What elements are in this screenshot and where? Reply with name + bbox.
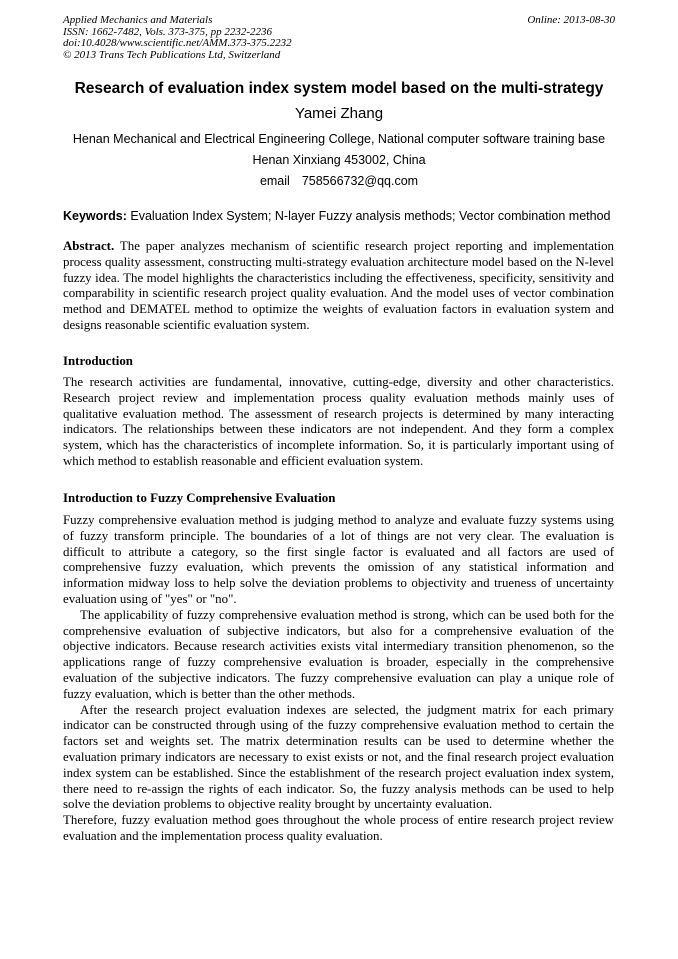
journal-name: Applied Mechanics and Materials [63, 14, 213, 26]
affiliation-line-1: Henan Mechanical and Electrical Engineering College, National computer software training base [72, 132, 606, 146]
paragraph: Therefore, fuzzy evaluation method goes throughout the whole process of entire research project review evaluation and the implementation process quality evaluation. [63, 813, 614, 843]
email-line [40, 173, 638, 189]
abstract [63, 239, 614, 334]
paragraph: The applicability of fuzzy comprehensive evaluation method is strong, which can be used both for the comprehensive evaluation of subjective indicators, but also for a comprehensive evaluation of the objective indicators. Because research activities exists vital intermediary transition phenomenon, so the applications range of fuzzy comprehensive evaluation is broader, especially in the comprehensive evaluation of the subjective indicators. The fuzzy comprehensive evaluation can play a unique role of fuzzy evaluation, which is better than the other methods. [63, 607, 614, 701]
keywords-label: Keywords: [63, 209, 127, 223]
introduction-paragraph: The research activities are fundamental, innovative, cutting-edge, diversity and other characteristics. Research project review and implementation process quality evaluation methods mainly uses of qualitative evaluation method. The assessment of research projects is determined by many interacting indicators. The relationships between these indicators are not independent. And they form a complex system, which has the characteristics of incomplete information. So, it is particularly important using of which method to establish reasonable and efficient evaluation system. [63, 375, 614, 468]
copyright-line: © 2013 Trans Tech Publications Ltd, Switzerland [63, 48, 281, 61]
email-address: 758566732@qq.com [301, 174, 419, 188]
introduction-heading: Introduction [63, 354, 133, 368]
email-label: email [259, 174, 290, 188]
journal-header [63, 15, 615, 61]
paper-title: Research of evaluation index system model based on the multi-strategy [74, 80, 604, 97]
keywords-text: Evaluation Index System; N-layer Fuzzy analysis methods; Vector combination method [130, 209, 611, 223]
author-name: Yamei Zhang [294, 105, 384, 122]
paragraph: After the research project evaluation indexes are selected, the judgment matrix for each primary indicator can be constructed through using of the fuzzy comprehensive evaluation method to certain the factors set and weights set. The matrix determination results can be used to determine whether the evaluation primary indicators are necessary to exist exists or not, and the final research project evaluation index system can be established. Since the establishment of the research project evaluation index system, there need to re-assign the rights of each indicator. So, the fuzzy analysis methods can be used to help solve the deviation problems to objective reality brought by uncertainty evaluation. [63, 702, 614, 812]
abstract-text: The paper analyzes mechanism of scientific research project reporting and implementation process quality assessment, constructing multi-strategy evaluation architecture model based on the N-level fuzzy idea. The model highlights the characteristics including the effectiveness, specificity, sensitivity and comparability in scientific research project quality evaluation. And the model uses of vector combination method and DEMATEL method to optimize the weights of evaluation factors in evaluation system and designs reasonable scientific evaluation system. [63, 239, 615, 332]
affiliation-line-2: Henan Xinxiang 453002, China [252, 153, 426, 167]
issn-line: ISSN: 1662-7482, Vols. 373-375, pp 2232-2236 [63, 25, 272, 38]
keywords [63, 208, 623, 224]
fuzzy-evaluation-section [63, 513, 614, 845]
online-date: Online: 2013-08-30 [527, 14, 615, 26]
abstract-label: Abstract. [63, 239, 115, 253]
paragraph: Fuzzy comprehensive evaluation method is judging method to analyze and evaluate fuzzy systems using of fuzzy transform principle. The boundaries of a lot of things are not very clear. The evaluation is difficult to attribute a category, so the first single factor is evaluated and all factors are used of comprehensive fuzzy evaluation, which prevents the omission of any statistical information and information midway loss to help solve the deviation problems to objectivity and trueness of uncertainty evaluation using of "yes" or "no". [63, 513, 614, 606]
fuzzy-evaluation-heading: Introduction to Fuzzy Comprehensive Evaluation [63, 491, 336, 505]
doi-line: doi:10.4028/www.scientific.net/AMM.373-375.2232 [63, 37, 292, 49]
